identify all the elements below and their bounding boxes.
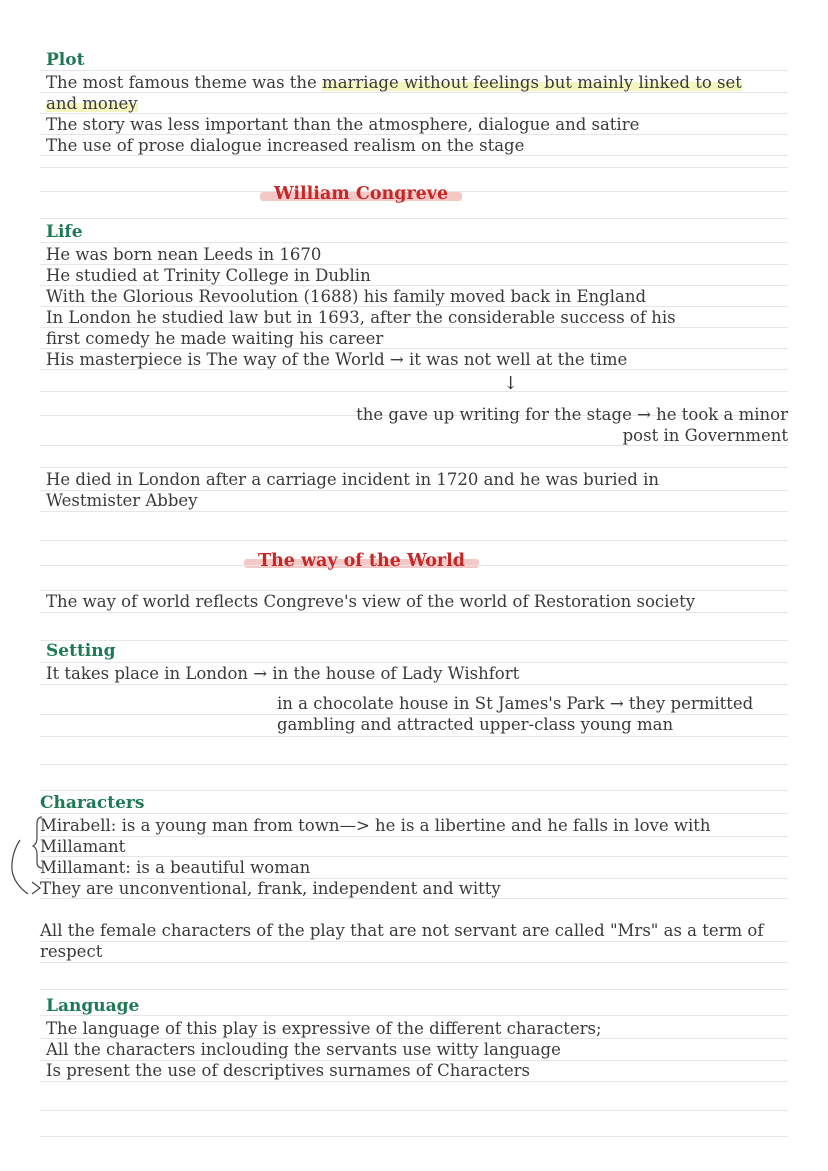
life-line-3: With the Glorious Revoolution (1688) his family moved back in England [46,287,647,306]
plot-line-1-start: The most famous theme was the [46,73,323,92]
life-heading: Life [46,222,83,242]
life-line-2: He studied at Trinity College in Dublin [46,266,371,285]
plot-line-1 [46,72,742,93]
language-heading: Language [46,996,140,1016]
after-line-2: post in Government [622,426,788,445]
setting-line-3: gambling and attracted upper-class young man [277,715,674,734]
plot-line-2 [46,93,138,114]
plot-line-2-highlight: and money [46,94,138,113]
character-line-3: Millamant: is a beautiful woman [40,858,311,877]
life-line-5: first comedy he made waiting his career [46,329,384,348]
death-line-2: Westmister Abbey [46,491,198,510]
setting-line-2: in a chocolate house in St James's Park → they permitted [277,694,754,713]
character-line-1: Mirabell: is a young man from town—> he is a libertine and he falls in love with [40,816,711,835]
bracket-icon [4,812,44,904]
wotw-intro: The way of world reflects Congreve's view of the world of Restoration society [46,592,696,611]
setting-line-1: It takes place in London → in the house of Lady Wishfort [46,664,520,683]
life-line-4: In London he studied law but in 1693, after the considerable success of his [46,308,676,327]
female-line-2: respect [40,942,103,961]
language-line-2: All the characters inclouding the servants use witty language [46,1040,561,1059]
plot-line-3: The story was less important than the atmosphere, dialogue and satire [46,115,640,134]
setting-heading: Setting [46,641,116,661]
plot-heading: Plot [46,50,85,70]
wotw-title: The way of the World [244,550,479,572]
congreve-title: William Congreve [260,183,462,205]
life-line-6: His masterpiece is The way of the World → it was not well at the time [46,350,628,369]
plot-line-4: The use of prose dialogue increased realism on the stage [46,136,525,155]
language-line-1: The language of this play is expressive of the different characters; [46,1019,602,1038]
death-line-1: He died in London after a carriage incident in 1720 and he was buried in [46,470,659,489]
life-line-1: He was born nean Leeds in 1670 [46,245,322,264]
characters-heading: Characters [40,793,145,813]
plot-line-1-highlight: marriage without feelings but mainly linked to set [322,73,742,92]
character-line-4: They are unconventional, frank, independent and witty [40,879,501,898]
character-line-2: Millamant [40,837,126,856]
down-arrow-icon: ↓ [503,373,519,394]
after-line-1: the gave up writing for the stage → he took a minor [356,405,788,424]
language-line-3: Is present the use of descriptives surnames of Characters [46,1061,530,1080]
female-line-1: All the female characters of the play that are not servant are called "Mrs" as a term of [40,921,764,940]
